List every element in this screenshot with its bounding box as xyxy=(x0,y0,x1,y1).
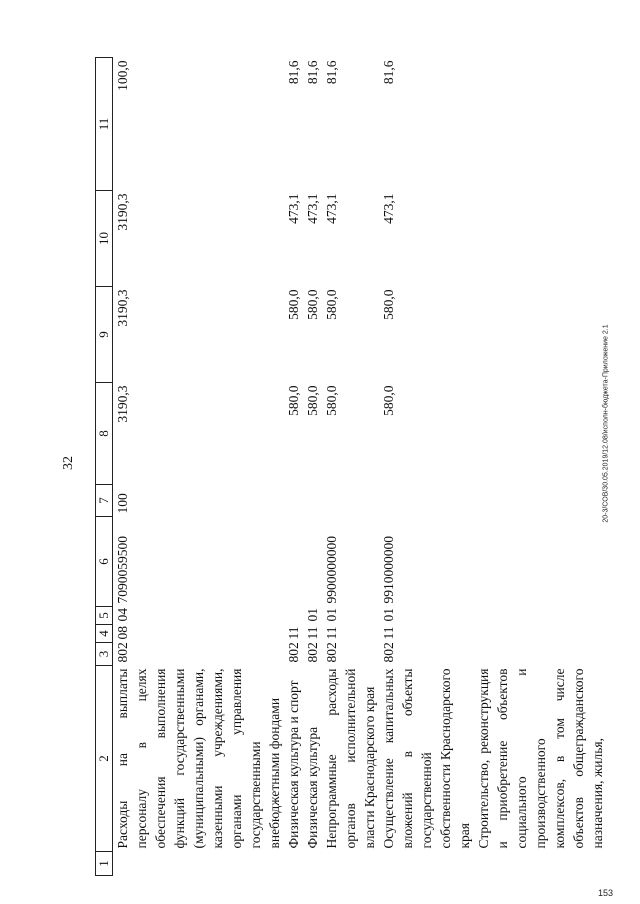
budget-table-container xyxy=(95,58,640,867)
table-row xyxy=(379,58,474,876)
column-header-11: 11 xyxy=(96,58,113,191)
amount-approved: 580,0 xyxy=(324,289,339,320)
code-expense-type xyxy=(303,485,322,517)
row-description: Физическая культура xyxy=(305,726,320,849)
code-admin: 802 xyxy=(381,642,396,663)
code-subsection: 01 xyxy=(305,608,320,622)
column-header-3: 3 xyxy=(96,643,113,666)
row-description: Физическая культура и спорт xyxy=(286,680,301,849)
row-number xyxy=(284,852,303,876)
execution-percent xyxy=(474,58,607,191)
column-header-1: 1 xyxy=(96,852,113,876)
amount-approved: 580,0 xyxy=(286,289,301,320)
table-row xyxy=(474,58,607,876)
column-header-10: 10 xyxy=(96,191,113,287)
code-section: 11 xyxy=(324,626,339,640)
execution-percent: 81,6 xyxy=(286,60,301,85)
header-row xyxy=(96,58,113,876)
code-section: 11 xyxy=(286,626,301,640)
column-header-5: 5 xyxy=(96,607,113,625)
code-section xyxy=(474,625,607,643)
code-target-article xyxy=(284,517,303,607)
code-subsection: 04 xyxy=(115,608,130,622)
code-section: 11 xyxy=(381,626,396,640)
code-subsection: 01 xyxy=(381,608,396,622)
amount-planned: 580,0 xyxy=(381,385,396,416)
table-row xyxy=(322,58,379,876)
amount-planned: 580,0 xyxy=(286,385,301,416)
amount-executed: 473,1 xyxy=(381,193,396,224)
amount-executed: 3190,3 xyxy=(115,193,130,231)
page-corner-mark: 153 xyxy=(598,888,614,898)
code-admin: 802 xyxy=(286,642,301,663)
code-expense-type xyxy=(322,485,379,517)
code-expense-type xyxy=(379,485,474,517)
document-reference-text: 20-3/СОВ/30.05.2019/12.08/исполн-бюджета-Приложение 2.1 xyxy=(602,324,610,523)
row-number xyxy=(303,852,322,876)
amount-approved: 580,0 xyxy=(305,289,320,320)
page-number: 32 xyxy=(61,456,76,470)
column-header-6: 6 xyxy=(96,517,113,607)
code-target-article xyxy=(474,517,607,607)
amount-planned: 580,0 xyxy=(324,385,339,416)
column-header-9: 9 xyxy=(96,287,113,383)
row-description: Строительство, реконструкция и приобретение объектов социального и производственного комплексов, в том числе объектов общегражданского назначения, жилья, xyxy=(476,668,605,849)
row-number xyxy=(322,852,379,876)
code-target-article: 9910000000 xyxy=(381,536,396,604)
code-admin: 802 xyxy=(324,642,339,663)
code-expense-type xyxy=(284,485,303,517)
amount-executed: 473,1 xyxy=(324,193,339,224)
code-target-article: 7090059500 xyxy=(115,536,130,604)
code-subsection xyxy=(284,607,303,625)
table-header xyxy=(96,58,113,876)
table-row xyxy=(284,58,303,876)
amount-planned: 3190,3 xyxy=(115,385,130,423)
row-description: Непрограммные расходы органов исполнительной власти Краснодарского края xyxy=(324,668,377,849)
execution-percent: 81,6 xyxy=(305,60,320,85)
table-row xyxy=(303,58,322,876)
amount-executed: 473,1 xyxy=(286,193,301,224)
row-description: Осуществление капитальных вложений в объекты государственной собственности Краснодарского края xyxy=(381,668,472,849)
budget-table-rotated xyxy=(95,58,605,876)
budget-table xyxy=(95,57,607,876)
code-section: 11 xyxy=(305,626,320,640)
amount-approved: 3190,3 xyxy=(115,289,130,327)
code-admin: 802 xyxy=(305,642,320,663)
code-admin: 802 xyxy=(115,642,130,663)
code-expense-type xyxy=(474,485,607,517)
code-target-article: 9900000000 xyxy=(324,536,339,604)
code-admin xyxy=(474,643,607,666)
code-subsection: 01 xyxy=(324,608,339,622)
execution-percent: 100,0 xyxy=(115,60,130,91)
row-number xyxy=(379,852,474,876)
amount-executed: 473,1 xyxy=(305,193,320,224)
code-expense-type: 100 xyxy=(115,493,130,514)
column-header-4: 4 xyxy=(96,625,113,643)
code-target-article xyxy=(303,517,322,607)
amount-approved xyxy=(474,287,607,383)
execution-percent: 81,6 xyxy=(324,60,339,85)
code-subsection xyxy=(474,607,607,625)
table-row xyxy=(113,58,285,876)
row-number xyxy=(474,852,607,876)
row-number xyxy=(113,852,285,876)
table-body xyxy=(113,58,608,876)
amount-approved: 580,0 xyxy=(381,289,396,320)
execution-percent: 81,6 xyxy=(381,60,396,85)
column-header-7: 7 xyxy=(96,485,113,517)
amount-planned xyxy=(474,383,607,485)
column-header-2: 2 xyxy=(96,666,113,852)
row-description: Расходы на выплаты персоналу в целях обеспечения выполнения функций государственными (муниципальными) органами, казенными учреждениями, органами управления государственными внебюджетными фондами xyxy=(115,668,282,849)
amount-planned: 580,0 xyxy=(305,385,320,416)
amount-executed xyxy=(474,191,607,287)
code-section: 08 xyxy=(115,626,130,640)
column-header-8: 8 xyxy=(96,383,113,485)
